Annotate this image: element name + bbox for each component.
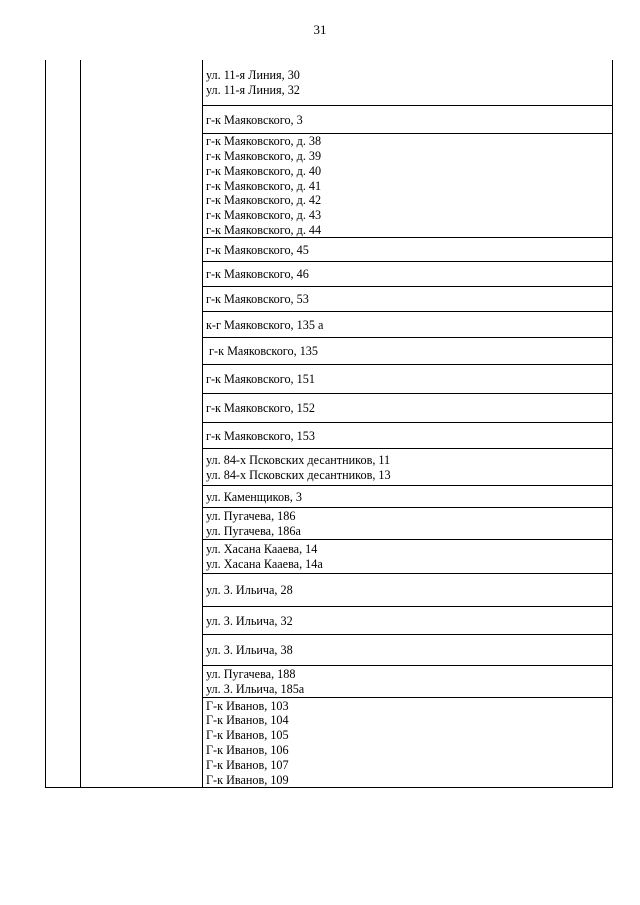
table-row [45,238,613,262]
table-row [45,574,613,607]
address-line: ул. Пугачева, 186а [206,524,301,538]
table-row [45,338,613,365]
address-cell [202,508,613,540]
table-row [45,698,613,788]
address-line: ул. З. Ильича, 38 [206,643,293,658]
address-line: Г-к Иванов, 107 [206,757,289,772]
address-cell [202,449,613,486]
address-line: Г-к Иванов, 106 [206,743,289,757]
address-cell [202,238,613,262]
table-row [45,287,613,312]
address-line: г-к Маяковского, 151 [206,372,315,387]
table-row [45,486,613,508]
table-row [45,106,613,134]
address-line: г-к Маяковского, д. 41 [206,178,322,193]
address-line: ул. З. Ильича, 32 [206,613,293,628]
address-line: ул. Пугачева, 186 [206,509,296,524]
address-cell [202,312,613,338]
address-cell [202,486,613,508]
table-body [45,60,613,788]
table-row [45,262,613,287]
address-line: Г-к Иванов, 109 [206,772,289,787]
table-row [45,666,613,698]
address-line: г-к Маяковского, д. 40 [206,163,322,178]
address-line: ул. 84-х Псковских десантников, 11 [206,452,391,467]
address-cell [202,60,613,106]
address-line: ул. 84-х Псковских десантников, 13 [206,467,391,482]
address-line: ул. 11-я Линия, 32 [206,83,300,97]
address-cell [202,365,613,394]
address-cell [202,607,613,635]
address-line: г-к Маяковского, 152 [206,401,315,416]
table-row [45,423,613,449]
address-line: ул. З. Ильича, 185а [206,682,305,696]
table-row [45,607,613,635]
table-row [45,134,613,238]
address-cell [202,423,613,449]
address-cell [202,635,613,666]
address-line: г-к Маяковского, 3 [206,112,303,127]
address-cell [202,698,613,788]
address-cell [202,287,613,312]
table-row [45,508,613,540]
address-cell [202,540,613,574]
table-row [45,635,613,666]
table-row [45,449,613,486]
address-line: Г-к Иванов, 105 [206,728,289,743]
address-cell [202,106,613,134]
address-cell [202,262,613,287]
address-line: ул. Каменщиков, 3 [206,489,302,504]
address-line: г-к Маяковского, 45 [206,242,309,257]
table-row [45,394,613,423]
address-line: к-г Маяковского, 135 а [206,317,324,332]
address-cell [202,134,613,238]
address-line: г-к Маяковского, д. 42 [206,193,322,208]
address-line: г-к Маяковского, 153 [206,428,315,443]
page-number: 31 [313,22,327,37]
address-line: г-к Маяковского, 53 [206,292,309,307]
address-line: г-к Маяковского, 135 [206,344,318,359]
address-line: Г-к Иванов, 103 [206,698,289,713]
address-line: г-к Маяковского, д. 44 [206,222,322,237]
address-line: ул. Пугачева, 188 [206,667,296,682]
address-line: г-к Маяковского, 46 [206,267,309,282]
address-line: ул. З. Ильича, 28 [206,583,293,598]
address-line: г-к Маяковского, д. 43 [206,208,322,223]
address-table [45,60,613,788]
address-line: Г-к Иванов, 104 [206,713,289,728]
address-cell [202,338,613,365]
address-line: ул. Хасана Кааева, 14 [206,542,318,557]
address-cell [202,394,613,423]
address-line: г-к Маяковского, д. 39 [206,149,322,163]
table-row [45,60,613,106]
table-row [45,540,613,574]
address-cell [202,574,613,607]
address-line: ул. 11-я Линия, 30 [206,68,300,83]
address-cell [202,666,613,698]
address-line: ул. Хасана Кааева, 14а [206,557,323,571]
table-row [45,312,613,338]
table-row [45,365,613,394]
address-line: г-к Маяковского, д. 38 [206,134,322,149]
